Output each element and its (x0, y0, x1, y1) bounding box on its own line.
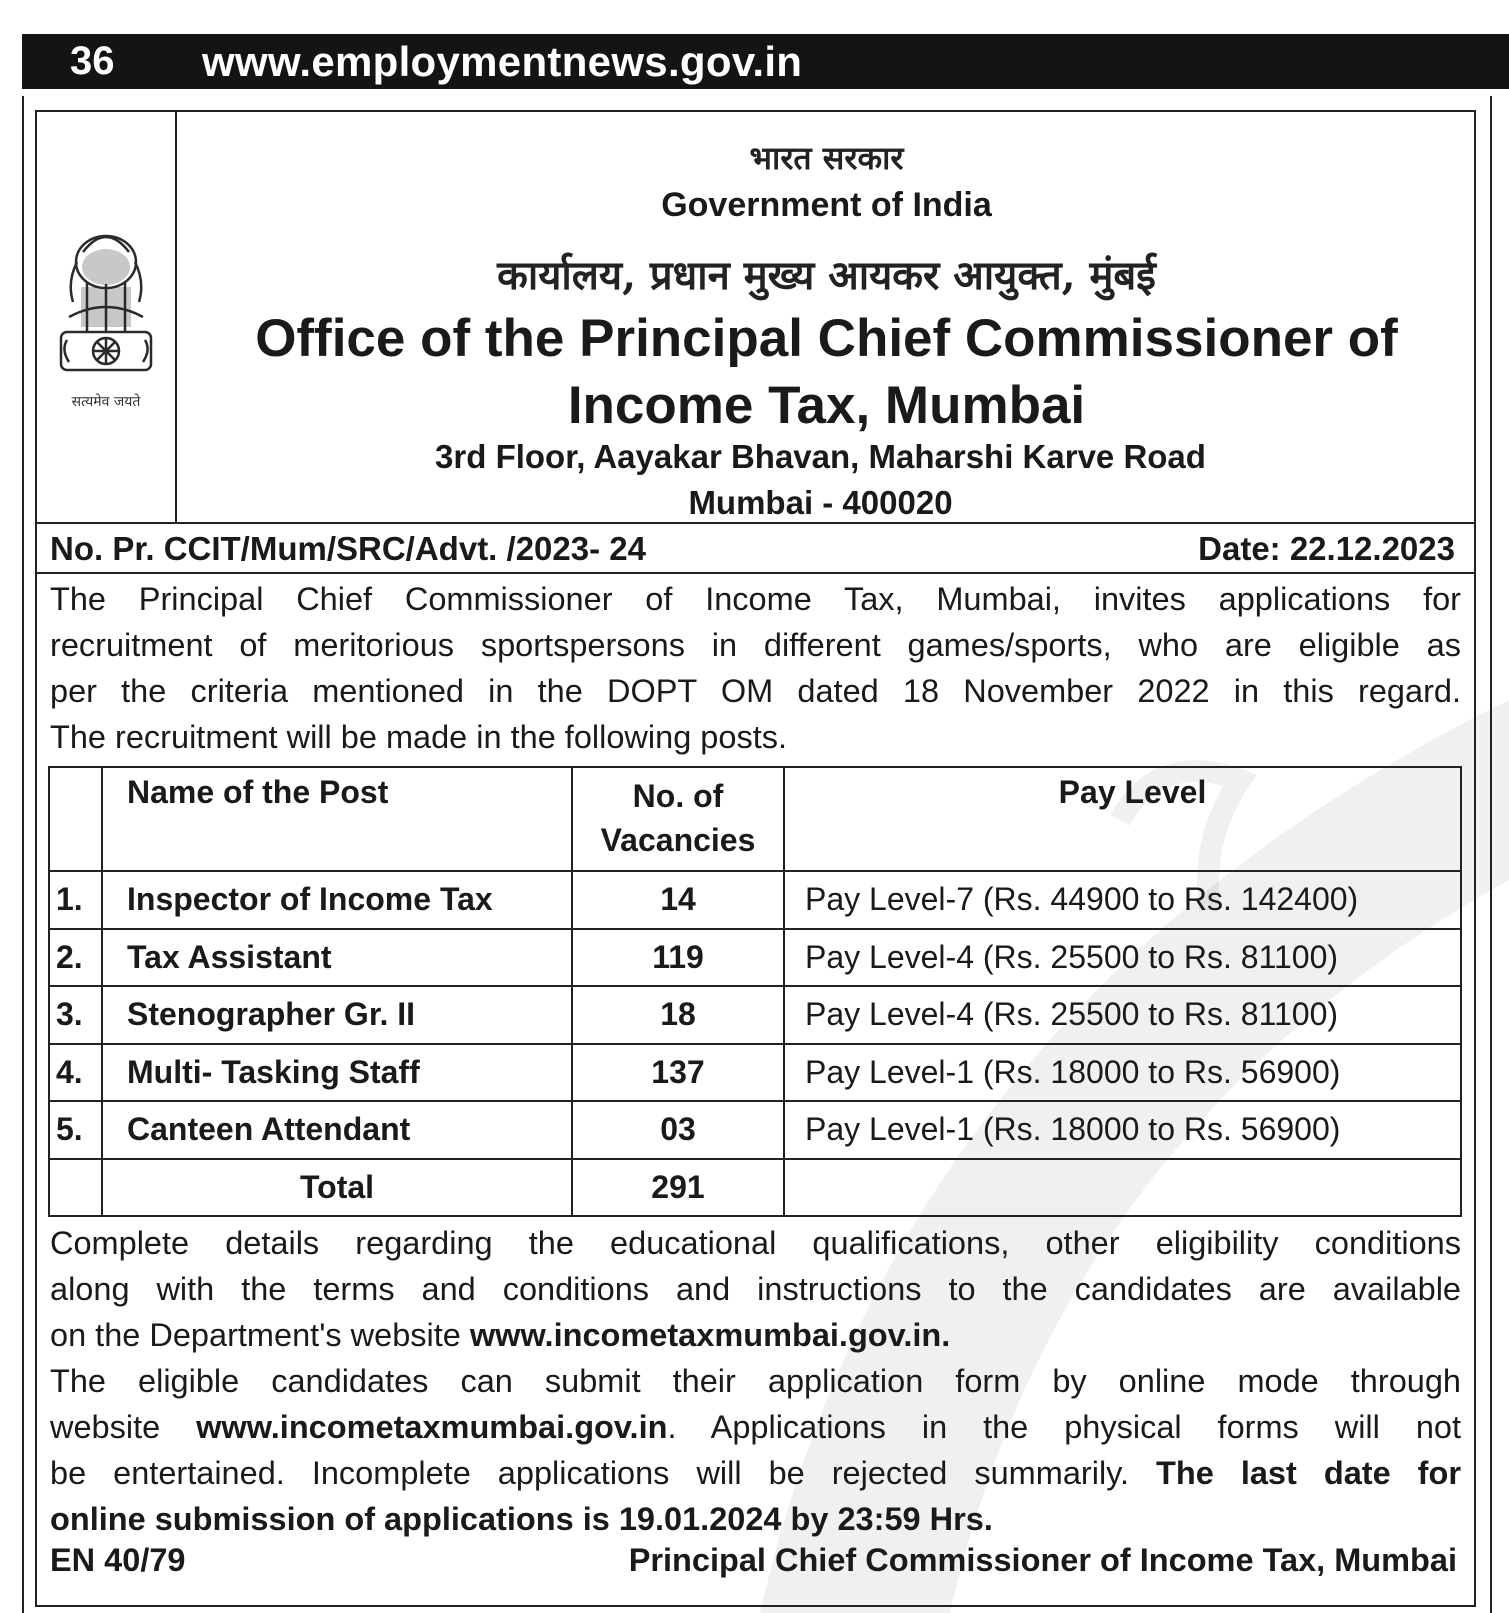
last-date-text-start: The last date for (1156, 1455, 1461, 1491)
row-post: Stenographer Gr. II (102, 986, 572, 1044)
reference-number: No. Pr. CCIT/Mum/SRC/Advt. /2023- 24 (50, 530, 646, 567)
row-sn: 4. (49, 1044, 102, 1102)
table-row (49, 986, 1461, 1044)
row-post: Canteen Attendant (102, 1101, 572, 1159)
hindi-office-heading: कार्यालय, प्रधान मुख्य आयकर आयुक्त, मुंबई (497, 252, 1156, 299)
total-label: Total (102, 1159, 572, 1217)
details-line-5-prefix: website (50, 1409, 197, 1445)
last-date-notice: online submission of applications is 19.01.2024 by 23:59 Hrs. (50, 1501, 993, 1537)
row-sn: 3. (49, 986, 102, 1044)
vacancy-table (48, 766, 1462, 1217)
table-row (49, 1101, 1461, 1159)
page-number: 36 (70, 39, 115, 83)
row-pay: Pay Level-7 (Rs. 44900 to Rs. 142400) (784, 871, 1461, 929)
row-vacancies: 14 (572, 871, 784, 929)
hindi-govt-heading: भारत सरकार (749, 139, 904, 177)
row-vacancies: 03 (572, 1101, 784, 1159)
row-post: Multi- Tasking Staff (102, 1044, 572, 1102)
row-vacancies: 137 (572, 1044, 784, 1102)
total-value: 291 (572, 1159, 784, 1217)
intro-line-1: The Principal Chief Commissioner of Income Tax, Mumbai, invites applications for (50, 581, 1461, 617)
govt-heading: Government of India (661, 186, 992, 224)
row-post: Tax Assistant (102, 929, 572, 987)
department-website-link[interactable]: www.incometaxmumbai.gov.in. (469, 1317, 951, 1353)
row-pay: Pay Level-4 (Rs. 25500 to Rs. 81100) (784, 986, 1461, 1044)
divider (35, 572, 1476, 574)
total-sn (49, 1159, 102, 1217)
header-sn (49, 767, 102, 871)
intro-line-2: recruitment of meritorious sportspersons in different games/sports, who are eligible as (50, 627, 1461, 663)
en-number: EN 40/79 (50, 1542, 186, 1578)
details-line-3-text: on the Department's website (50, 1317, 470, 1353)
row-vacancies: 119 (572, 929, 784, 987)
details-line-5 (50, 1404, 1461, 1450)
row-sn: 1. (49, 871, 102, 929)
office-title-line2: Income Tax, Mumbai (567, 376, 1086, 435)
table-row (49, 1044, 1461, 1102)
row-sn: 5. (49, 1101, 102, 1159)
header-post: Name of the Post (102, 767, 572, 871)
application-website-link[interactable]: www.incometaxmumbai.gov.in (196, 1409, 668, 1445)
site-url[interactable]: www.employmentnews.gov.in (202, 38, 803, 85)
table-header-row (49, 767, 1461, 871)
address-line1: 3rd Floor, Aayakar Bhavan, Maharshi Karve Road (435, 438, 1206, 475)
row-pay: Pay Level-1 (Rs. 18000 to Rs. 56900) (784, 1101, 1461, 1159)
address-line2: Mumbai - 400020 (688, 484, 953, 521)
table-row (49, 871, 1461, 929)
details-line-3 (50, 1312, 1461, 1358)
signatory: Principal Chief Commissioner of Income Tax, Mumbai (628, 1542, 1457, 1578)
table-row (49, 929, 1461, 987)
intro-line-3: per the criteria mentioned in the DOPT OM dated 18 November 2022 in this regard. (50, 673, 1461, 709)
header-bar (22, 34, 1509, 89)
row-pay: Pay Level-1 (Rs. 18000 to Rs. 56900) (784, 1044, 1461, 1102)
details-line-6 (50, 1450, 1461, 1496)
row-pay: Pay Level-4 (Rs. 25500 to Rs. 81100) (784, 929, 1461, 987)
header-vacancies-line1: No. of (632, 778, 724, 814)
emblem-cell (35, 110, 177, 522)
details-line-2: along with the terms and conditions and instructions to the candidates are available (50, 1271, 1461, 1307)
header-vacancies (572, 767, 784, 871)
national-emblem-icon (47, 222, 165, 392)
header-vacancies-line2: Vacancies (600, 822, 756, 858)
row-vacancies: 18 (572, 986, 784, 1044)
details-line-4: The eligible candidates can submit their application form by online mode through (50, 1363, 1461, 1399)
total-pay (784, 1159, 1461, 1217)
intro-line-4: The recruitment will be made in the following posts. (50, 719, 788, 755)
table-total-row (49, 1159, 1461, 1217)
details-line-6-text: be entertained. Incomplete applications will be rejected summarily. (50, 1455, 1157, 1491)
row-post: Inspector of Income Tax (102, 871, 572, 929)
details-line-5-suffix: . Applications in the physical forms will not (667, 1409, 1461, 1445)
reference-date: Date: 22.12.2023 (1198, 530, 1455, 567)
row-sn: 2. (49, 929, 102, 987)
office-title-line1: Office of the Principal Chief Commissioner of (255, 309, 1398, 368)
divider (35, 522, 1476, 524)
header-pay: Pay Level (784, 767, 1461, 871)
details-line-1: Complete details regarding the educational qualifications, other eligibility conditions (50, 1225, 1461, 1261)
emblem-motto: सत्यमेव जयते (71, 394, 141, 410)
